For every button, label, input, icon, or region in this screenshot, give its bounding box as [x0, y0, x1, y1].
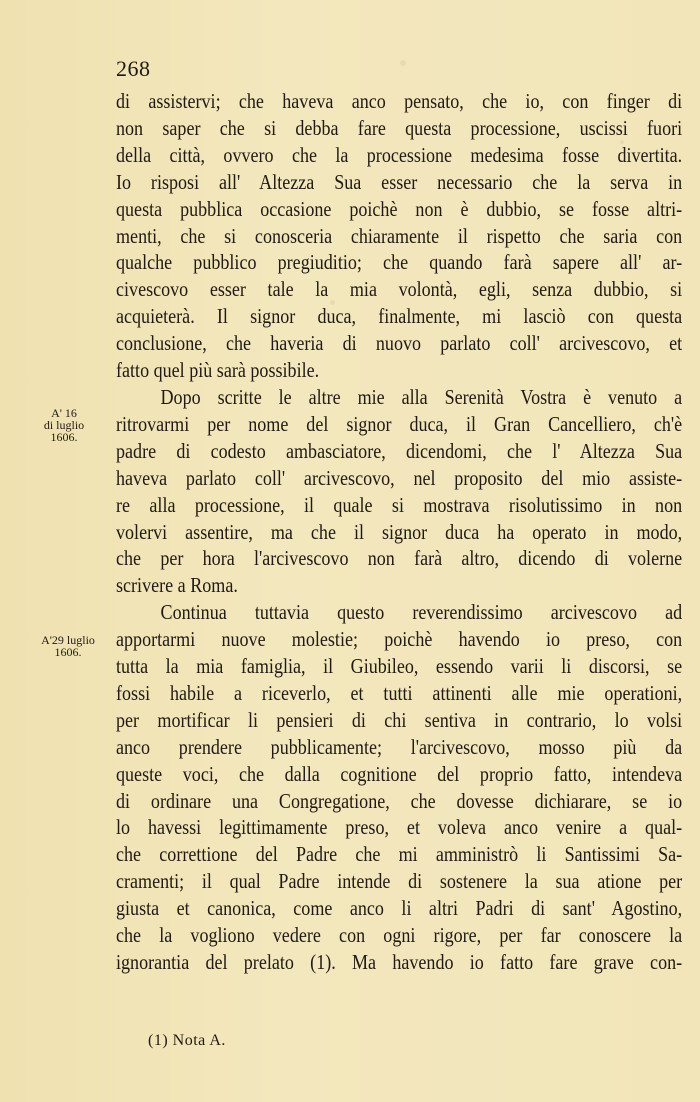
paper-spot: [400, 60, 406, 66]
margin-note-line: A' 16: [51, 406, 77, 420]
margin-note-line: di luglio: [43, 418, 85, 432]
text-line: questa pubblica occasione poichè non è dubbio, se fosse altri-: [116, 196, 683, 221]
text-line: apportarmi nuove molestie; poichè havendo io preso, con: [116, 627, 683, 652]
text-line: tutta la mia famiglia, il Giubileo, essendo varii li discorsi, se: [116, 654, 683, 679]
text-line: ignorantia del prelato (1). Ma havendo io fatto fare grave con-: [116, 950, 683, 974]
text-line: Continua tuttavia questo reverendissimo arcivescovo ad: [160, 600, 683, 625]
margin-note-line: 1606.: [50, 430, 78, 444]
body-text: [116, 88, 682, 976]
margin-note-line: A'29 luglio: [41, 633, 95, 647]
margin-note-date-2: [30, 634, 106, 658]
text-line: menti, che si conosceria chiaramente il rispetto che saria con: [116, 223, 683, 248]
text-line: scrivere a Roma.: [116, 573, 238, 598]
text-line: haveva parlato coll' arcivescovo, nel proposito del mio assiste-: [116, 465, 683, 490]
footnote: (1) Nota A.: [148, 1032, 226, 1049]
text-line: che correttione del Padre che mi amministrò li Santissimi Sa-: [116, 842, 683, 867]
margin-note-date-1: [38, 407, 90, 443]
text-line: padre di codesto ambasciatore, dicendomi, che l' Altezza Sua: [116, 438, 683, 463]
text-line: della città, ovvero che la processione medesima fosse divertita.: [116, 142, 683, 167]
text-line: fatto quel più sarà possibile.: [116, 358, 320, 383]
text-line: per mortificar li pensieri di chi sentiva in contrario, lo volsi: [116, 707, 683, 732]
text-line: conclusione, che haveria di nuovo parlato coll' arcivescovo, et: [116, 331, 683, 356]
text-line: cramenti; il qual Padre intende di sostenere la sua atione per: [116, 869, 683, 894]
text-line: di assistervi; che haveva anco pensato, che io, con finger di: [116, 89, 683, 113]
text-line: queste voci, che dalla cognitione del proprio fatto, intendeva: [116, 761, 683, 786]
text-line: di ordinare una Congregatione, che dovesse dichiarare, se io: [116, 788, 683, 813]
text-line: non saper che si debba fare questa processione, uscissi fuori: [116, 115, 683, 140]
margin-note-line: 1606.: [54, 645, 82, 659]
text-line: acquieterà. Il signor duca, finalmente, mi lasciò con questa: [116, 304, 683, 329]
text-line: qualche pubblico pregiuditio; che quando farà sapere all' ar-: [116, 250, 683, 275]
text-line: re alla processione, il quale si mostrava risolutissimo in non: [116, 492, 683, 517]
text-line: che per hora l'arcivescovo non farà altro, dicendo di volerne: [116, 546, 683, 571]
text-line: ritrovarmi per nome del signor duca, il Gran Cancelliero, ch'è: [116, 411, 683, 436]
text-line: che la vogliono vedere con ogni rigore, per far conoscere la: [116, 923, 683, 948]
text-line: Dopo scritte le altre mie alla Serenità Vostra è venuto a: [160, 384, 683, 409]
text-line: civescovo esser tale la mia volontà, egli, senza dubbio, si: [116, 277, 683, 302]
text-line: anco prendere pubblicamente; l'arcivescovo, mosso più da: [116, 734, 683, 759]
text-line: giusta et canonica, come anco li altri Padri di sant' Agostino,: [116, 896, 683, 921]
text-line: volervi assentire, ma che il signor duca ha operato in modo,: [116, 519, 683, 544]
text-line: lo havessi legittimamente preso, et voleva anco venire a qual-: [116, 815, 683, 840]
page-number: 268: [116, 56, 151, 81]
text-line: Io risposi all' Altezza Sua esser necessario che la serva in: [116, 169, 683, 194]
text-line: fossi habile a riceverlo, et tutti attinenti alle mie operationi,: [116, 680, 683, 705]
